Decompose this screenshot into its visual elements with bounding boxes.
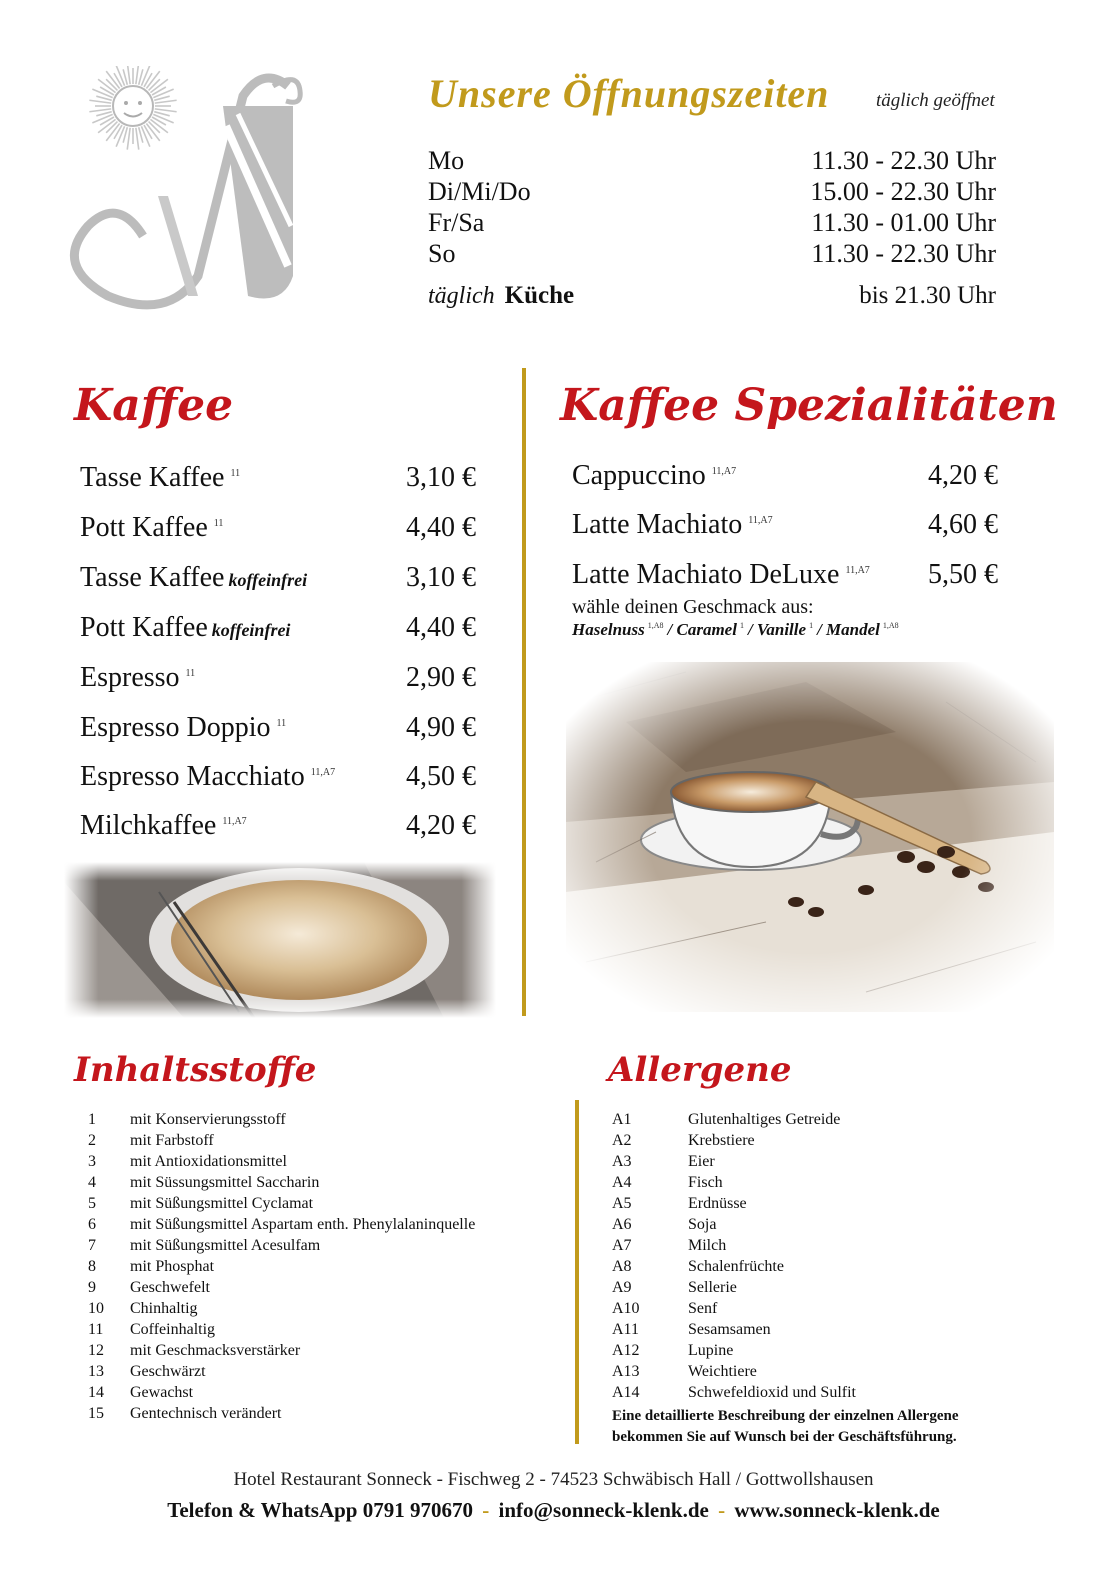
item-tag: koffeinfrei <box>228 570 308 590</box>
legend-row <box>612 1111 1032 1132</box>
hours-row <box>428 177 996 207</box>
item-name-text: Tasse Kaffee <box>80 562 225 593</box>
item-note: 11,A7 <box>222 815 247 827</box>
sonneck-sun-logo <box>48 66 310 316</box>
hours-row <box>428 239 996 269</box>
legend-row <box>88 1153 548 1174</box>
legend-row <box>612 1384 1032 1405</box>
legend-key: 3 <box>88 1153 96 1170</box>
item-tag: koffeinfrei <box>211 620 291 640</box>
item-name-text: Cappuccino <box>572 460 706 491</box>
legend-value: Krebstiere <box>688 1132 755 1149</box>
spezial-heading: Kaffee Spezialitäten <box>560 380 1058 431</box>
flavor-name: / Vanille <box>747 620 807 639</box>
item-name <box>80 462 240 494</box>
legend-key: A4 <box>612 1174 632 1191</box>
legend-value: mit Konservierungsstoff <box>130 1111 286 1128</box>
menu-item <box>572 509 998 545</box>
item-name-text: Latte Machiato <box>572 509 743 540</box>
legend-row <box>612 1342 1032 1363</box>
item-note: 11 <box>276 717 287 729</box>
legend-value: Gewachst <box>130 1384 194 1401</box>
kitchen-time: bis 21.30 Uhr <box>859 282 996 309</box>
menu-item <box>80 761 476 797</box>
hours-time: 11.30 - 01.00 Uhr <box>811 208 996 237</box>
legend-row <box>88 1132 548 1153</box>
cappuccino-photo <box>64 862 496 1018</box>
footer-address: Hotel Restaurant Sonneck - Fischweg 2 - 74523 Schwäbisch Hall / Gottwollshausen <box>233 1469 874 1490</box>
legend-row <box>88 1174 548 1195</box>
allergen-note: Eine detaillierte Beschreibung der einzelnen Allergene bekommen Sie auf Wunsch bei der Geschäftsführung. <box>612 1408 959 1445</box>
item-note: 11,A7 <box>845 564 870 576</box>
footer-separator: - <box>718 1498 726 1522</box>
menu-item <box>80 662 476 698</box>
legend-row <box>612 1195 1032 1216</box>
legend-key: 10 <box>88 1300 104 1317</box>
item-price: 3,10 € <box>406 462 476 493</box>
legend-value: Sesamsamen <box>688 1321 771 1338</box>
kitchen-hours-row <box>428 282 996 310</box>
menu-item <box>80 712 476 748</box>
item-name <box>80 810 247 842</box>
flavor-name: / Caramel <box>667 620 737 639</box>
legend-key: A11 <box>612 1321 639 1338</box>
legend-key: 7 <box>88 1237 96 1254</box>
legend-row <box>88 1258 548 1279</box>
menu-item <box>80 562 476 598</box>
legend-row <box>612 1216 1032 1237</box>
item-name <box>80 712 286 744</box>
item-note: 11,A7 <box>310 766 336 778</box>
legend-key: 4 <box>88 1174 96 1191</box>
legend-value: mit Süßungsmittel Cyclamat <box>130 1195 314 1212</box>
flavor-list <box>572 620 903 640</box>
legend-value: mit Farbstoff <box>130 1132 214 1149</box>
legend-value: Fisch <box>688 1174 723 1191</box>
legend-key: 8 <box>88 1258 96 1275</box>
legend-row <box>612 1174 1032 1195</box>
legend-row <box>88 1216 548 1237</box>
legend-key: A3 <box>612 1153 632 1170</box>
legend-value: mit Süßungsmittel Aspartam enth. Phenylalaninquelle <box>130 1216 476 1233</box>
legend-row <box>88 1300 548 1321</box>
legend-row <box>612 1279 1032 1300</box>
item-price: 5,50 € <box>928 559 998 590</box>
legend-key: 11 <box>88 1321 104 1338</box>
item-name-text: Espresso <box>80 662 180 693</box>
legend-row <box>88 1321 548 1342</box>
legend-row <box>88 1111 548 1132</box>
kitchen-prefix: täglich <box>428 283 495 309</box>
legend-value: Senf <box>688 1300 718 1317</box>
legend-value: Eier <box>688 1153 715 1170</box>
flavor-note: 1 <box>739 621 744 631</box>
item-price: 3,10 € <box>406 562 476 593</box>
legend-row <box>88 1195 548 1216</box>
flavor-note: 1,A8 <box>647 621 664 631</box>
item-name-text: Espresso Macchiato <box>80 761 305 792</box>
menu-item <box>80 810 476 846</box>
hours-day: Fr/Sa <box>428 208 485 237</box>
item-price: 4,90 € <box>406 712 476 743</box>
menu-item <box>80 612 476 648</box>
item-note: 11,A7 <box>748 514 773 526</box>
legend-row <box>612 1300 1032 1321</box>
legend-key: 1 <box>88 1111 96 1128</box>
footer-separator: - <box>482 1498 490 1522</box>
item-price: 2,90 € <box>406 662 476 693</box>
legend-value: Erdnüsse <box>688 1195 747 1212</box>
menu-item <box>572 559 998 595</box>
legend-key: A14 <box>612 1384 640 1401</box>
legend-key: A7 <box>612 1237 632 1254</box>
item-note: 11,A7 <box>711 465 737 477</box>
flavor-note: 1 <box>809 621 814 631</box>
item-name <box>572 460 736 492</box>
legend-value: mit Geschmacksverstärker <box>130 1342 301 1359</box>
item-name <box>80 562 307 594</box>
legend-row <box>88 1384 548 1405</box>
item-price: 4,20 € <box>928 460 998 491</box>
hours-day: Di/Mi/Do <box>428 177 531 206</box>
item-price: 4,40 € <box>406 512 476 543</box>
item-price: 4,20 € <box>406 810 476 841</box>
hours-day: So <box>428 239 456 268</box>
legend-row <box>612 1321 1032 1342</box>
kaffee-heading: Kaffee <box>74 380 234 431</box>
hours-row <box>428 146 996 176</box>
legend-key: 5 <box>88 1195 96 1212</box>
column-divider <box>522 368 526 1016</box>
item-name <box>80 512 223 544</box>
item-name <box>80 761 335 793</box>
legend-value: Chinhaltig <box>130 1300 198 1317</box>
item-price: 4,40 € <box>406 612 476 643</box>
legend-value: Schalenfrüchte <box>688 1258 784 1275</box>
flavor-note: 1,A8 <box>882 621 899 631</box>
opening-hours-title: Unsere Öffnungszeiten <box>428 71 830 116</box>
item-name-text: Tasse Kaffee <box>80 462 225 493</box>
item-name-text: Milchkaffee <box>80 810 217 841</box>
item-name <box>572 509 773 541</box>
legend-row <box>612 1237 1032 1258</box>
legend-value: mit Süßungsmittel Acesulfam <box>130 1237 321 1254</box>
legend-value: mit Antioxidationsmittel <box>130 1153 287 1170</box>
legend-key: 2 <box>88 1132 96 1149</box>
legend-key: A10 <box>612 1300 640 1317</box>
legend-key: A2 <box>612 1132 632 1149</box>
legend-key: 14 <box>88 1384 104 1401</box>
legend-row <box>88 1405 548 1426</box>
legend-row <box>88 1363 548 1384</box>
footer-phone: Telefon & WhatsApp 0791 970670 <box>167 1498 473 1522</box>
sun-icon <box>89 66 176 150</box>
legend-value: Soja <box>688 1216 717 1233</box>
legend-value: Geschwefelt <box>130 1279 210 1296</box>
hours-row <box>428 208 996 238</box>
hours-time: 11.30 - 22.30 Uhr <box>811 239 996 268</box>
legend-value: mit Phosphat <box>130 1258 215 1275</box>
legend-value: Milch <box>688 1237 727 1254</box>
flavor-prompt: wähle deinen Geschmack aus: <box>572 596 814 618</box>
legend-divider <box>575 1100 579 1444</box>
legend-row <box>612 1258 1032 1279</box>
legend-key: A5 <box>612 1195 632 1212</box>
legend-key: 13 <box>88 1363 104 1380</box>
legend-value: Lupine <box>688 1342 734 1359</box>
hours-day: Mo <box>428 146 465 175</box>
legend-row <box>612 1363 1032 1384</box>
item-name-text: Latte Machiato DeLuxe <box>572 559 840 590</box>
item-note: 11 <box>230 467 241 479</box>
footer-website[interactable]: www.sonneck-klenk.de <box>734 1498 940 1522</box>
legend-value: mit Süssungsmittel Saccharin <box>130 1174 320 1191</box>
legend-value: Glutenhaltiges Getreide <box>688 1111 841 1128</box>
flavor-name: Haselnuss <box>572 620 645 639</box>
item-name-text: Espresso Doppio <box>80 712 271 743</box>
legend-row <box>612 1153 1032 1174</box>
legend-value: Weichtiere <box>688 1363 757 1380</box>
legend-row <box>88 1342 548 1363</box>
legend-value: Coffeinhaltig <box>130 1321 216 1338</box>
legend-key: 6 <box>88 1216 96 1233</box>
hours-time: 15.00 - 22.30 Uhr <box>810 177 996 206</box>
menu-item <box>80 512 476 548</box>
opening-hours-note: täglich geöffnet <box>876 90 995 111</box>
legend-row <box>88 1237 548 1258</box>
item-note: 11 <box>185 667 196 679</box>
item-name-text: Pott Kaffee <box>80 612 208 643</box>
legend-key: 15 <box>88 1405 104 1422</box>
latte-art-photo <box>566 662 1054 1012</box>
footer-email[interactable]: info@sonneck-klenk.de <box>498 1498 709 1522</box>
legend-row <box>612 1132 1032 1153</box>
legend-value: Schwefeldioxid und Sulfit <box>688 1384 856 1401</box>
item-name-text: Pott Kaffee <box>80 512 208 543</box>
legend-key: A6 <box>612 1216 632 1233</box>
legend-row <box>88 1279 548 1300</box>
item-name <box>572 559 870 591</box>
kitchen-label: Küche <box>504 282 575 309</box>
footer-contact <box>0 1498 1107 1523</box>
legend-value: Geschwärzt <box>130 1363 206 1380</box>
item-price: 4,60 € <box>928 509 998 540</box>
legend-key: A8 <box>612 1258 632 1275</box>
legend-key: A12 <box>612 1342 640 1359</box>
allergene-heading: Allergene <box>608 1050 792 1090</box>
legend-key: 9 <box>88 1279 96 1296</box>
item-name <box>80 662 195 694</box>
legend-key: A9 <box>612 1279 632 1296</box>
legend-value: Sellerie <box>688 1279 737 1296</box>
legend-key: A1 <box>612 1111 632 1128</box>
menu-item <box>572 460 998 496</box>
item-note: 11 <box>213 517 224 529</box>
item-price: 4,50 € <box>406 761 476 792</box>
menu-item <box>80 462 476 498</box>
item-name <box>80 612 290 644</box>
legend-key: A13 <box>612 1363 640 1380</box>
flavor-name: / Mandel <box>817 620 880 639</box>
hours-time: 11.30 - 22.30 Uhr <box>811 146 996 175</box>
legend-value: Gentechnisch verändert <box>130 1405 282 1422</box>
legend-key: 12 <box>88 1342 104 1359</box>
inhaltsstoffe-heading: Inhaltsstoffe <box>74 1050 317 1090</box>
